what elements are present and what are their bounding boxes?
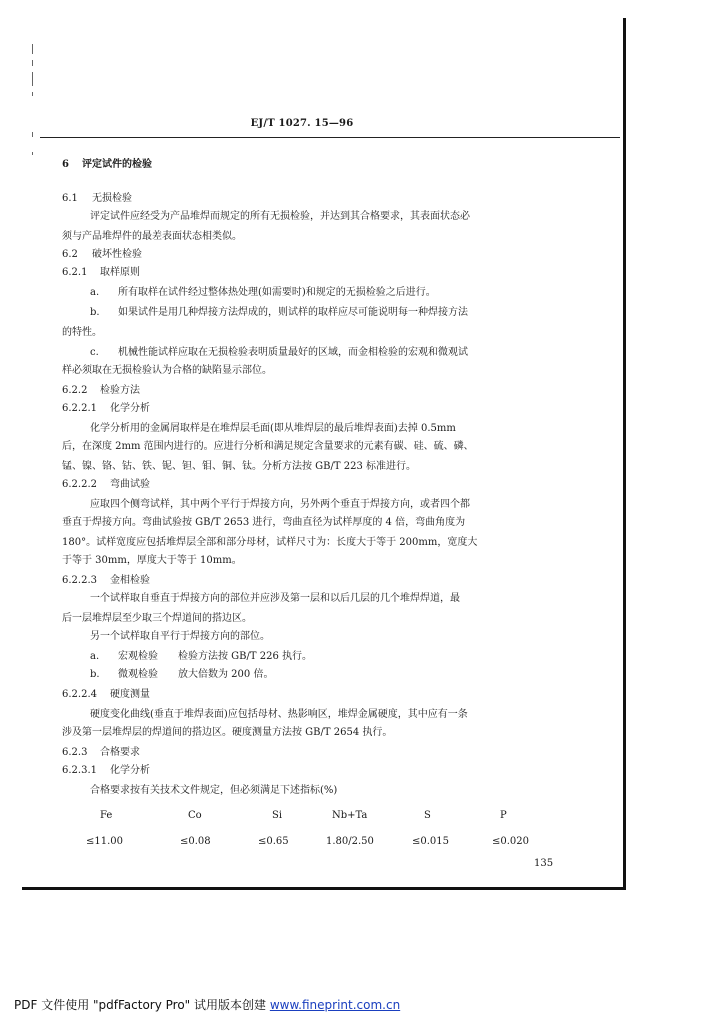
section-number: 6.2.2.4 bbox=[62, 689, 97, 700]
section-number: 6.2.2.1 bbox=[62, 403, 97, 414]
fineprint-link[interactable]: www.fineprint.com.cn bbox=[269, 998, 401, 1012]
paragraph-line: 一个试样取自垂直于焊接方向的部位并应涉及第一层和以后几层的几个堆焊焊道，最 bbox=[90, 593, 460, 604]
limit-value: ≤0.65 bbox=[258, 836, 289, 847]
list-item bbox=[90, 650, 570, 664]
paragraph-line: 须与产品堆焊件的最差表面状态相类似。 bbox=[62, 231, 242, 242]
section-6-2-2-heading bbox=[62, 384, 570, 398]
item-name: 宏观检验 bbox=[118, 651, 158, 662]
section-title: 硬度测量 bbox=[110, 689, 150, 700]
section-6-2-heading bbox=[62, 248, 570, 262]
section-title: 评定试件的检验 bbox=[82, 159, 152, 170]
footer-text: PDF 文件使用 "pdfFactory Pro" 试用版本创建 bbox=[14, 998, 270, 1012]
section-title: 化学分析 bbox=[110, 765, 150, 776]
section-6-2-2-1-heading bbox=[62, 402, 570, 416]
paragraph-line: 的特性。 bbox=[62, 327, 102, 338]
paragraph-line: 于等于 30mm，厚度大于等于 10mm。 bbox=[62, 555, 242, 566]
section-6-1-heading bbox=[62, 192, 570, 206]
paragraph-line: 后，在深度 2mm 范围内进行的。应进行分析和满足规定含量要求的元素有碳、硅、硫、磷、 bbox=[62, 441, 474, 452]
item-text: 放大倍数为 200 倍。 bbox=[178, 669, 274, 680]
section-title: 无损检验 bbox=[92, 193, 132, 204]
section-title: 合格要求 bbox=[100, 747, 140, 758]
paragraph-line: 锰、镍、铬、钴、铁、铌、钽、钼、铜、钛。分析方法按 GB/T 223 标准进行。 bbox=[62, 461, 416, 472]
item-label: b. bbox=[90, 307, 100, 318]
section-6-2-3-1-heading bbox=[62, 764, 570, 778]
paragraph-line: 样必须取在无损检验认为合格的缺陷显示部位。 bbox=[62, 365, 272, 376]
limit-value: ≤0.015 bbox=[412, 836, 450, 847]
section-number: 6 bbox=[62, 159, 69, 170]
paragraph-line: 应取四个侧弯试样，其中两个平行于焊接方向，另外两个垂直于焊接方向，或者四个都 bbox=[90, 499, 470, 510]
section-number: 6.2.3.1 bbox=[62, 765, 97, 776]
section-number: 6.2.1 bbox=[62, 267, 88, 278]
section-title: 破坏性检验 bbox=[92, 249, 142, 260]
section-6-2-2-3-heading bbox=[62, 574, 570, 588]
page-number: 135 bbox=[534, 858, 554, 869]
limit-value: 1.80/2.50 bbox=[326, 836, 374, 847]
section-number: 6.1 bbox=[62, 193, 78, 204]
section-number: 6.2.2.3 bbox=[62, 575, 97, 586]
item-label: a. bbox=[90, 651, 100, 662]
limit-value: ≤0.08 bbox=[180, 836, 211, 847]
section-title: 金相检验 bbox=[110, 575, 150, 586]
section-6-2-2-4-heading bbox=[62, 688, 570, 702]
section-number: 6.2.3 bbox=[62, 747, 88, 758]
item-label: c. bbox=[90, 347, 99, 358]
element-header: S bbox=[424, 810, 431, 821]
pdf-watermark-footer bbox=[14, 996, 400, 1013]
element-header: Fe bbox=[100, 810, 113, 821]
limit-value: ≤11.00 bbox=[86, 836, 124, 847]
paragraph-line: 涉及第一层堆焊层的焊道间的搭边区。硬度测量方法按 GB/T 2654 执行。 bbox=[62, 727, 393, 738]
element-header: Si bbox=[272, 810, 283, 821]
paragraph-line: 后一层堆焊层至少取三个焊道间的搭边区。 bbox=[62, 613, 252, 624]
item-text: 检验方法按 GB/T 226 执行。 bbox=[178, 651, 312, 662]
element-header: Nb+Ta bbox=[332, 810, 368, 821]
item-text: 机械性能试样应取在无损检验表明质量最好的区域，而金相检验的宏观和微观试 bbox=[118, 347, 468, 358]
paragraph-line: 垂直于焊接方向。弯曲试验按 GB/T 2653 进行，弯曲直径为试样厚度的 4 倍，弯曲角度为 bbox=[62, 517, 466, 528]
section-6-heading bbox=[62, 158, 570, 172]
paragraph-line: 评定试件应经受为产品堆焊而规定的所有无损检验，并达到其合格要求，其表面状态必 bbox=[90, 211, 470, 222]
section-title: 化学分析 bbox=[110, 403, 150, 414]
limit-value: ≤0.020 bbox=[492, 836, 530, 847]
section-number: 6.2 bbox=[62, 249, 78, 260]
item-label: b. bbox=[90, 669, 100, 680]
section-title: 弯曲试验 bbox=[110, 479, 150, 490]
header-rule bbox=[40, 137, 620, 138]
list-item bbox=[90, 286, 570, 300]
item-label: a. bbox=[90, 287, 100, 298]
standard-code: EJ/T 1027. 15—96 bbox=[250, 118, 354, 129]
paragraph-line: 另一个试样取自平行于焊接方向的部位。 bbox=[90, 631, 270, 642]
paragraph-line: 硬度变化曲线(垂直于堆焊表面)应包括母材、热影响区，堆焊金属硬度，其中应有一条 bbox=[90, 709, 468, 720]
item-text: 如果试件是用几种焊接方法焊成的，则试样的取样应尽可能说明每一种焊接方法 bbox=[118, 307, 468, 318]
section-6-2-3-heading bbox=[62, 746, 570, 760]
item-name: 微观检验 bbox=[118, 669, 158, 680]
section-number: 6.2.2.2 bbox=[62, 479, 97, 490]
list-item bbox=[90, 346, 570, 360]
item-text: 所有取样在试件经过整体热处理(如需要时)和规定的无损检验之后进行。 bbox=[118, 287, 436, 298]
section-title: 取样原则 bbox=[100, 267, 140, 278]
section-6-2-1-heading bbox=[62, 266, 570, 280]
element-header: P bbox=[500, 810, 507, 821]
section-number: 6.2.2 bbox=[62, 385, 88, 396]
paragraph-line: 化学分析用的金属屑取样是在堆焊层毛面(即从堆焊层的最后堆焊表面)去掉 0.5mm bbox=[90, 423, 456, 434]
element-header: Co bbox=[188, 810, 202, 821]
paragraph-line: 合格要求按有关技术文件规定，但必须满足下述指标(%) bbox=[90, 785, 338, 796]
section-6-2-2-2-heading bbox=[62, 478, 570, 492]
scan-margin-marks bbox=[30, 40, 36, 180]
list-item bbox=[90, 306, 570, 320]
section-title: 检验方法 bbox=[100, 385, 140, 396]
list-item bbox=[90, 668, 570, 682]
paragraph-line: 180°。试样宽度应包括堆焊层全部和部分母材，试样尺寸为：长度大于等于 200mm，宽度大 bbox=[62, 537, 478, 548]
